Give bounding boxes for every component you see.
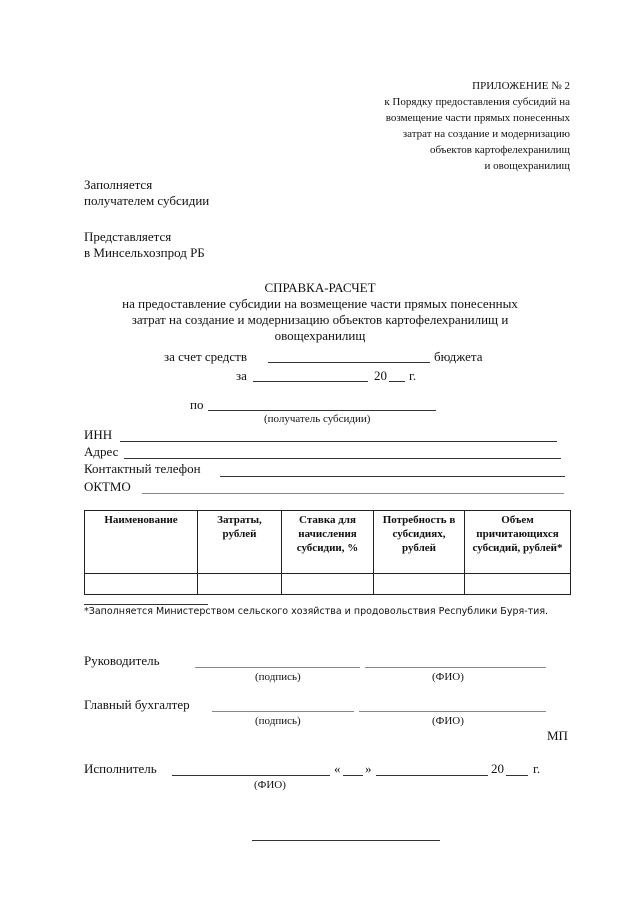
executor-year-prefix: 20 xyxy=(491,761,504,776)
executor-day-field[interactable] xyxy=(343,775,363,776)
table-header-row xyxy=(85,511,571,574)
address-field[interactable] xyxy=(124,458,561,459)
calculation-table xyxy=(84,510,571,595)
appendix-header xyxy=(384,78,570,174)
recipient-field[interactable] xyxy=(208,410,436,411)
column-header-amount: Объем причитающихся субсидий, рублей* xyxy=(465,511,571,574)
executor-name-caption: (ФИО) xyxy=(254,779,286,791)
inn-label: ИНН xyxy=(84,427,113,442)
table-cell-need[interactable] xyxy=(374,574,465,595)
accountant-signature-caption: (подпись) xyxy=(255,715,301,727)
submitted-to-note xyxy=(84,229,205,261)
table-row xyxy=(85,574,571,595)
filled-by-line2: получателем субсидии xyxy=(84,193,210,208)
appendix-line: к Порядку предоставления субсидий на xyxy=(384,96,570,108)
period-year-suffix: г. xyxy=(409,368,417,383)
phone-field[interactable] xyxy=(220,476,565,477)
appendix-line: возмещение части прямых понесенных xyxy=(385,112,570,124)
recipient-caption: (получатель субсидии) xyxy=(264,413,371,425)
recipient-prefix: по xyxy=(190,397,204,412)
title-line1: на предоставление субсидии на возмещение части прямых понесенных xyxy=(122,296,518,311)
accountant-name-field[interactable] xyxy=(359,711,546,712)
filled-by-line1: Заполняется xyxy=(84,177,153,192)
accountant-signature-field[interactable] xyxy=(212,711,354,712)
bottom-line xyxy=(252,840,440,841)
funding-source-field[interactable] xyxy=(268,362,430,363)
column-header-rate: Ставка для начисления субсидии, % xyxy=(282,511,374,574)
executor-name-field[interactable] xyxy=(172,775,330,776)
document-title xyxy=(70,280,570,344)
seal-mark: МП xyxy=(547,728,568,743)
submitted-to-line2: в Минсельхозпрод РБ xyxy=(84,245,205,260)
date-close-quote: » xyxy=(365,761,372,776)
column-header-costs: Затраты, рублей xyxy=(198,511,282,574)
title-heading: СПРАВКА-РАСЧЕТ xyxy=(264,280,376,295)
column-header-name: Наименование xyxy=(85,511,198,574)
head-label: Руководитель xyxy=(84,653,160,668)
column-header-need: Потребность в субсидиях, рублей xyxy=(374,511,465,574)
period-year-field[interactable] xyxy=(389,381,405,382)
head-signature-field[interactable] xyxy=(195,667,360,668)
executor-year-field[interactable] xyxy=(506,775,528,776)
appendix-line: и овощехранилищ xyxy=(484,160,570,172)
period-year-prefix: 20 xyxy=(374,368,387,383)
table-cell-amount[interactable] xyxy=(465,574,571,595)
table-cell-costs[interactable] xyxy=(198,574,282,595)
footnote: *Заполняется Министерством сельского хозяйства и продовольствия Республики Буря-тия. xyxy=(84,606,549,617)
period-prefix: за xyxy=(236,368,247,383)
funding-prefix: за счет средств xyxy=(164,349,247,364)
executor-label: Исполнитель xyxy=(84,761,157,776)
title-line2: затрат на создание и модернизацию объектов картофелехранилищ и xyxy=(131,312,509,327)
oktmo-field[interactable] xyxy=(142,493,564,494)
submitted-to-line1: Представляется xyxy=(84,229,172,244)
executor-month-field[interactable] xyxy=(376,775,488,776)
executor-year-suffix: г. xyxy=(533,761,541,776)
filled-by-note xyxy=(84,177,209,209)
period-field[interactable] xyxy=(253,381,368,382)
appendix-line: объектов картофелехранилищ xyxy=(429,144,570,156)
appendix-line: затрат на создание и модернизацию xyxy=(402,128,570,140)
head-name-field[interactable] xyxy=(365,667,546,668)
head-signature-caption: (подпись) xyxy=(255,671,301,683)
funding-suffix: бюджета xyxy=(434,349,483,364)
head-name-caption: (ФИО) xyxy=(432,671,464,683)
title-line3: овощехранилищ xyxy=(274,328,366,343)
phone-label: Контактный телефон xyxy=(84,461,201,476)
inn-field[interactable] xyxy=(120,441,557,442)
accountant-label: Главный бухгалтер xyxy=(84,697,190,712)
address-label: Адрес xyxy=(84,444,119,459)
appendix-title: ПРИЛОЖЕНИЕ № 2 xyxy=(472,80,570,92)
date-open-quote: « xyxy=(334,761,341,776)
table-cell-rate[interactable] xyxy=(282,574,374,595)
accountant-name-caption: (ФИО) xyxy=(432,715,464,727)
table-cell-name[interactable] xyxy=(85,574,198,595)
oktmo-label: ОКТМО xyxy=(84,479,131,494)
